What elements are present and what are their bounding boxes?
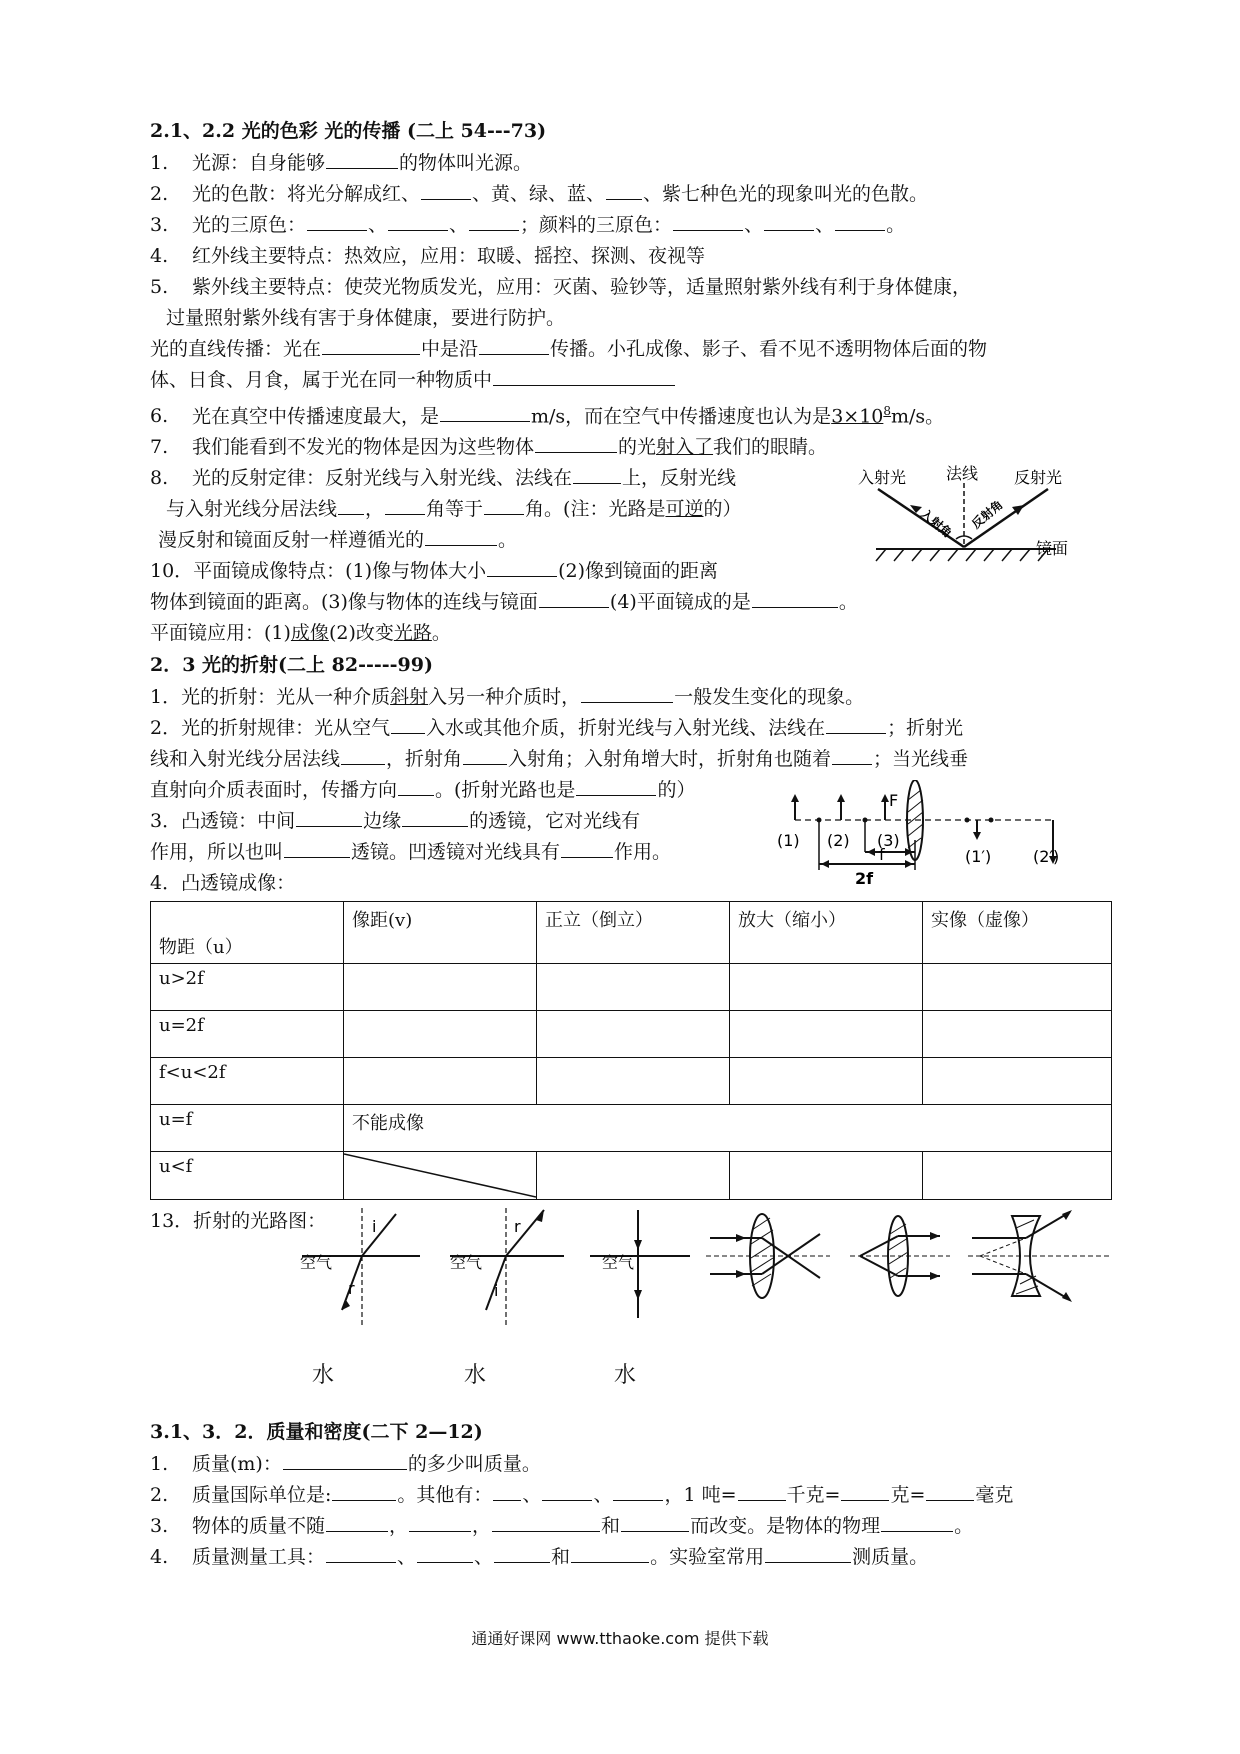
item-reflection-law: 8. 光的反射定律：反射光线与入射光线、法线在 上，反射光线 xyxy=(150,463,1110,494)
blank[interactable] xyxy=(826,714,886,734)
section-title-light: 2.1、2.2 光的色彩 光的传播 (二上 54---73) xyxy=(150,120,547,142)
blank[interactable] xyxy=(326,149,398,169)
item-mass-def: 1. 质量(m)： 的多少叫质量。 xyxy=(150,1449,1110,1480)
blank[interactable] xyxy=(425,526,497,546)
answer-cell[interactable] xyxy=(730,1011,923,1058)
blank[interactable] xyxy=(391,714,425,734)
blank[interactable] xyxy=(417,1543,473,1563)
water-label: 水 xyxy=(614,1363,637,1389)
blank[interactable] xyxy=(539,588,609,608)
blank[interactable] xyxy=(832,745,872,765)
blank[interactable] xyxy=(576,776,656,796)
blank[interactable] xyxy=(409,1512,471,1532)
angle-r: r xyxy=(348,1279,355,1299)
blank[interactable] xyxy=(542,1481,592,1501)
blank[interactable] xyxy=(322,335,420,355)
blank[interactable] xyxy=(571,1543,649,1563)
diagram-water-to-air xyxy=(450,1208,564,1326)
table-row xyxy=(151,964,1112,1011)
row-label: u>2f xyxy=(151,964,344,1011)
item-refraction-law: 2．光的折射规律：光从空气 入水或其他介质，折射光线与入射光线、法线在 ；折射光 xyxy=(150,713,1110,744)
blank[interactable] xyxy=(484,495,524,515)
refraction-diagrams xyxy=(150,1206,1110,1406)
blank[interactable] xyxy=(284,838,350,858)
blank[interactable] xyxy=(835,211,885,231)
blank[interactable] xyxy=(493,1481,521,1501)
air-label: 空气 xyxy=(300,1253,333,1273)
angle-i: i xyxy=(372,1217,377,1237)
item-convex-lens: 3．凸透镜：中间 边缘 的透镜，它对光线有 xyxy=(150,806,1110,837)
blank[interactable] xyxy=(621,1512,689,1532)
img1-label: (1′) xyxy=(965,847,992,867)
blank[interactable] xyxy=(492,1512,600,1532)
blank[interactable] xyxy=(338,495,364,515)
table-head: 实像（虚像） xyxy=(923,902,1112,964)
blank[interactable] xyxy=(388,211,448,231)
blank[interactable] xyxy=(752,588,838,608)
item-primary-colors: 3. 光的三原色： 、 、 ；颜料的三原色： 、 、 。 xyxy=(150,210,1110,241)
item-refraction-def: 1．光的折射：光从一种介质斜射入另一种介质时， 一般发生变化的现象。 xyxy=(150,682,1110,713)
table-row xyxy=(151,1152,1112,1200)
blank[interactable] xyxy=(573,464,621,484)
blank[interactable] xyxy=(398,776,434,796)
blank[interactable] xyxy=(296,807,362,827)
item-infrared: 4. 红外线主要特点：热效应，应用：取暖、摇控、探测、夜视等 xyxy=(150,245,706,267)
blank[interactable] xyxy=(326,1512,388,1532)
item-dispersion: 2. 光的色散：将光分解成红、 、黄、绿、蓝、 、紫七种色光的现象叫光的色散。 xyxy=(150,179,1110,210)
item-plane-mirror-cont: 物体到镜面的距离。(3)像与物体的连线与镜面 (4)平面镜成的是 。 xyxy=(150,587,1110,618)
blank[interactable] xyxy=(926,1481,974,1501)
blank[interactable] xyxy=(765,1543,851,1563)
table-head: 正立（倒立） xyxy=(537,902,730,964)
item-reflection-law-cont: 与入射光线分居法线 ， 角等于 角。(注：光路是可逆的） xyxy=(150,494,1110,525)
answer-cell[interactable] xyxy=(923,1058,1112,1105)
answer-cell[interactable] xyxy=(923,1152,1112,1200)
blank[interactable] xyxy=(479,335,549,355)
obj2-label: (2) xyxy=(827,831,850,851)
answer-cell[interactable] xyxy=(730,1152,923,1200)
table-row xyxy=(151,1105,1112,1152)
2f-label: 2f xyxy=(855,869,874,889)
obj1-label: (1) xyxy=(777,831,800,851)
water-label: 水 xyxy=(312,1363,335,1389)
reflection-block xyxy=(150,463,1110,559)
blank[interactable] xyxy=(561,838,613,858)
item-straight-line: 光的直线传播：光在 中是沿 传播。小孔成像、影子、看不见不透明物体后面的物 xyxy=(150,334,1110,365)
item-straight-line-cont: 体、日食、月食，属于光在同一种物质中 xyxy=(150,365,1110,396)
item-see-objects: 7. 我们能看到不发光的物体是因为这些物体 的光射入了我们的眼睛。 xyxy=(150,432,1110,463)
water-label: 水 xyxy=(464,1363,487,1389)
convex-block xyxy=(150,791,1110,899)
table-row xyxy=(151,1011,1112,1058)
blank[interactable] xyxy=(469,211,519,231)
row-label: u<f xyxy=(151,1152,344,1200)
blank[interactable] xyxy=(332,1481,396,1501)
refraction-diagram-label: 13．折射的光路图： xyxy=(150,1210,327,1233)
angle-i: i xyxy=(494,1281,499,1301)
blank[interactable] xyxy=(487,557,557,577)
incident-label: 入射光 xyxy=(858,468,907,488)
blank[interactable] xyxy=(493,366,675,386)
reflected-label: 反射光 xyxy=(1014,468,1063,488)
blank[interactable] xyxy=(341,745,385,765)
answer-cell[interactable] xyxy=(923,1011,1112,1058)
diagram-convex-focus xyxy=(850,1216,950,1296)
f-dist-label: f xyxy=(879,845,885,865)
table-head: 放大（缩小） xyxy=(730,902,923,964)
blank[interactable] xyxy=(283,1450,407,1470)
blank[interactable] xyxy=(440,402,530,422)
img2-label: (2′) xyxy=(1033,847,1060,867)
item-ultraviolet: 5. 紫外线主要特点：使荧光物质发光，应用：灭菌、验钞等，适量照射紫外线有利于身体健康， xyxy=(150,276,972,298)
air-label: 空气 xyxy=(602,1253,635,1273)
answer-cell[interactable] xyxy=(537,1058,730,1105)
answer-cell[interactable] xyxy=(344,1058,537,1105)
blank[interactable] xyxy=(841,1481,889,1501)
section-title-mass: 3.1、3．2．质量和密度(二下 2—12) xyxy=(150,1421,483,1444)
reflection-diagram xyxy=(856,453,1096,563)
blank[interactable] xyxy=(606,180,642,200)
incident-angle-label: 入射角 xyxy=(918,506,955,541)
item-plane-mirror-use: 平面镜应用：(1)成像(2)改变光路。 xyxy=(150,622,451,645)
worksheet-page xyxy=(150,115,1110,1573)
row-label: u=f xyxy=(151,1105,344,1152)
diagram-perpendicular xyxy=(590,1210,690,1318)
blank[interactable] xyxy=(326,1543,396,1563)
footer-credit: 通通好课网 www.tthaoke.com 提供下载 xyxy=(471,1629,769,1648)
convex-lens-table xyxy=(150,901,1112,1200)
blank[interactable] xyxy=(463,745,507,765)
row-label: u=2f xyxy=(151,1011,344,1058)
blank[interactable] xyxy=(535,433,617,453)
item-diffuse: 漫反射和镜面反射一样遵循光的 。 xyxy=(150,525,1110,556)
air-label: 空气 xyxy=(450,1253,483,1273)
reflect-angle-label: 反射角 xyxy=(968,497,1006,532)
blank[interactable] xyxy=(764,211,814,231)
obj3-label: (3) xyxy=(877,831,900,851)
answer-cell[interactable] xyxy=(923,964,1112,1011)
item-convex-lens-cont: 作用，所以也叫 透镜。凹透镜对光线具有 作用。 xyxy=(150,837,1110,868)
blank[interactable] xyxy=(613,1481,663,1501)
blank[interactable] xyxy=(581,683,673,703)
blank[interactable] xyxy=(307,211,367,231)
answer-cell[interactable] xyxy=(344,1011,537,1058)
table-corner: 物距（u） xyxy=(151,902,344,964)
focus-label: F xyxy=(889,791,899,811)
item-refraction-law-2: 线和入射光线分居法线 ，折射角 入射角；入射角增大时，折射角也随着 ；当光线垂 xyxy=(150,744,1110,775)
item-mass-property: 3. 物体的质量不随 ， ， 和 而改变。是物体的物理 。 xyxy=(150,1511,1110,1542)
item-light-speed: 6. 光在真空中传播速度最大，是 m/s，而在空气中传播速度也认为是$3\times 10^8m/s$。 xyxy=(150,404,945,428)
crossed-cell xyxy=(344,1152,537,1200)
table-head: 像距(v) xyxy=(344,902,537,964)
item-light-source: 1. 光源：自身能够 的物体叫光源。 xyxy=(150,148,1110,179)
angle-r: r xyxy=(514,1217,521,1237)
blank[interactable] xyxy=(673,211,743,231)
diagram-concave-diverge xyxy=(968,1210,1110,1302)
blank[interactable] xyxy=(881,1512,953,1532)
answer-cell[interactable] xyxy=(537,1152,730,1200)
blank[interactable] xyxy=(738,1481,786,1501)
diagram-air-to-water xyxy=(300,1208,420,1326)
section-title-refraction: 2．3 光的折射(二上 82-----99) xyxy=(150,654,433,677)
blank[interactable] xyxy=(494,1543,550,1563)
table-header-row xyxy=(151,902,1112,964)
lens-diagram xyxy=(755,780,1075,890)
table-row xyxy=(151,1058,1112,1105)
blank[interactable] xyxy=(402,807,468,827)
item-plane-mirror: 10．平面镜成像特点：(1)像与物体大小 (2)像到镜面的距离 xyxy=(150,556,1110,587)
answer-cell[interactable] xyxy=(537,964,730,1011)
answer-cell[interactable] xyxy=(344,964,537,1011)
blank[interactable] xyxy=(421,180,471,200)
row-label: f<u<2f xyxy=(151,1058,344,1105)
item-ultraviolet-cont: 过量照射紫外线有害于身体健康，要进行防护。 xyxy=(166,307,566,329)
diagram-convex-converge xyxy=(706,1214,830,1298)
normal-label: 法线 xyxy=(946,464,979,484)
item-mass-tools: 4. 质量测量工具： 、 、 和 。实验室常用 测质量。 xyxy=(150,1542,1110,1573)
item-mass-units: 2. 质量国际单位是: 。其他有： 、 、 ，1 吨= 千克= 克= 毫克 xyxy=(150,1480,1110,1511)
mirror-label: 镜面 xyxy=(1036,539,1069,559)
no-image-cell: 不能成像 xyxy=(344,1105,1112,1152)
answer-cell[interactable] xyxy=(537,1011,730,1058)
answer-cell[interactable] xyxy=(730,1058,923,1105)
item-refraction-law-3: 直射向介质表面时，传播方向 。(折射光路也是 的） xyxy=(150,775,1110,806)
blank[interactable] xyxy=(385,495,425,515)
answer-cell[interactable] xyxy=(730,964,923,1011)
item-convex-imaging: 4．凸透镜成像： xyxy=(150,872,296,895)
